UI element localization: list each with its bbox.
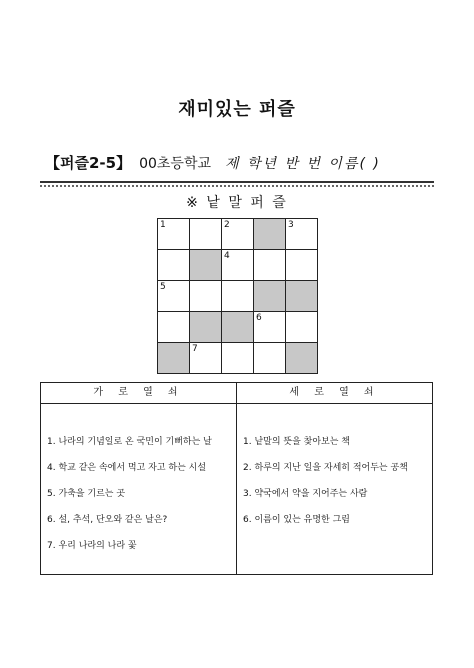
cell-number: 1	[160, 220, 166, 230]
divider-solid-line	[40, 181, 434, 183]
puzzle-cell[interactable]	[190, 281, 222, 312]
down-clues-column	[237, 383, 432, 574]
across-clue: 7. 우리 나라의 나라 꽃	[47, 541, 137, 551]
puzzle-cell[interactable]	[158, 250, 190, 281]
blocked-cell	[222, 312, 254, 343]
crossword-grid	[157, 218, 318, 374]
puzzle-cell[interactable]	[254, 343, 286, 374]
blocked-cell	[254, 281, 286, 312]
student-info-fields: 제 학년 반 번 이름( )	[225, 156, 381, 172]
cell-number: 6	[256, 313, 262, 323]
worksheet-header	[45, 152, 435, 174]
school-name: 00초등학교	[139, 156, 212, 172]
puzzle-cell[interactable]	[286, 219, 318, 250]
down-clues-heading: 세 로 열 쇠	[237, 383, 432, 404]
down-clue-list	[237, 434, 432, 529]
cell-number: 5	[160, 282, 166, 292]
cell-number: 4	[224, 251, 230, 261]
across-clue: 4. 학교 같은 속에서 먹고 자고 하는 시설	[47, 463, 207, 473]
across-clues-heading: 가 로 열 쇠	[41, 383, 236, 404]
header-divider	[40, 181, 434, 187]
puzzle-code: 【퍼즐2-5】	[45, 154, 132, 172]
blocked-cell	[190, 250, 222, 281]
puzzle-cell[interactable]	[254, 312, 286, 343]
divider-dotted-line	[40, 185, 434, 187]
across-clue: 1. 나라의 기념일로 온 국민이 기뻐하는 날	[47, 437, 212, 447]
cell-number: 2	[224, 220, 230, 230]
cell-number: 3	[288, 220, 294, 230]
puzzle-cell[interactable]	[254, 250, 286, 281]
puzzle-subtitle: ※ 낱 말 퍼 즐	[186, 195, 288, 211]
puzzle-cell[interactable]	[222, 343, 254, 374]
down-clue: 3. 약국에서 약을 지어주는 사람	[243, 489, 368, 499]
clue-table	[40, 382, 433, 575]
down-clue: 1. 낱말의 뜻을 찾아보는 책	[243, 437, 350, 447]
puzzle-cell[interactable]	[190, 219, 222, 250]
blocked-cell	[286, 343, 318, 374]
puzzle-cell[interactable]	[222, 219, 254, 250]
puzzle-cell[interactable]	[222, 250, 254, 281]
puzzle-cell[interactable]	[158, 219, 190, 250]
down-clue: 2. 하루의 지난 일을 자세히 적어두는 공책	[243, 463, 408, 473]
blocked-cell	[158, 343, 190, 374]
page-title: 재미있는 퍼즐	[178, 99, 296, 120]
across-clue: 6. 설, 추석, 단오와 같은 날은?	[47, 515, 168, 525]
across-clues-column	[41, 383, 237, 574]
puzzle-cell[interactable]	[158, 312, 190, 343]
puzzle-cell[interactable]	[190, 343, 222, 374]
down-clue: 6. 이름이 있는 유명한 그림	[243, 515, 350, 525]
across-clue: 5. 가축을 기르는 곳	[47, 489, 126, 499]
puzzle-cell[interactable]	[222, 281, 254, 312]
blocked-cell	[254, 219, 286, 250]
blocked-cell	[286, 281, 318, 312]
blocked-cell	[190, 312, 222, 343]
puzzle-cell[interactable]	[286, 250, 318, 281]
puzzle-cell[interactable]	[158, 281, 190, 312]
cell-number: 7	[192, 344, 198, 354]
puzzle-cell[interactable]	[286, 312, 318, 343]
across-clue-list	[41, 434, 236, 555]
